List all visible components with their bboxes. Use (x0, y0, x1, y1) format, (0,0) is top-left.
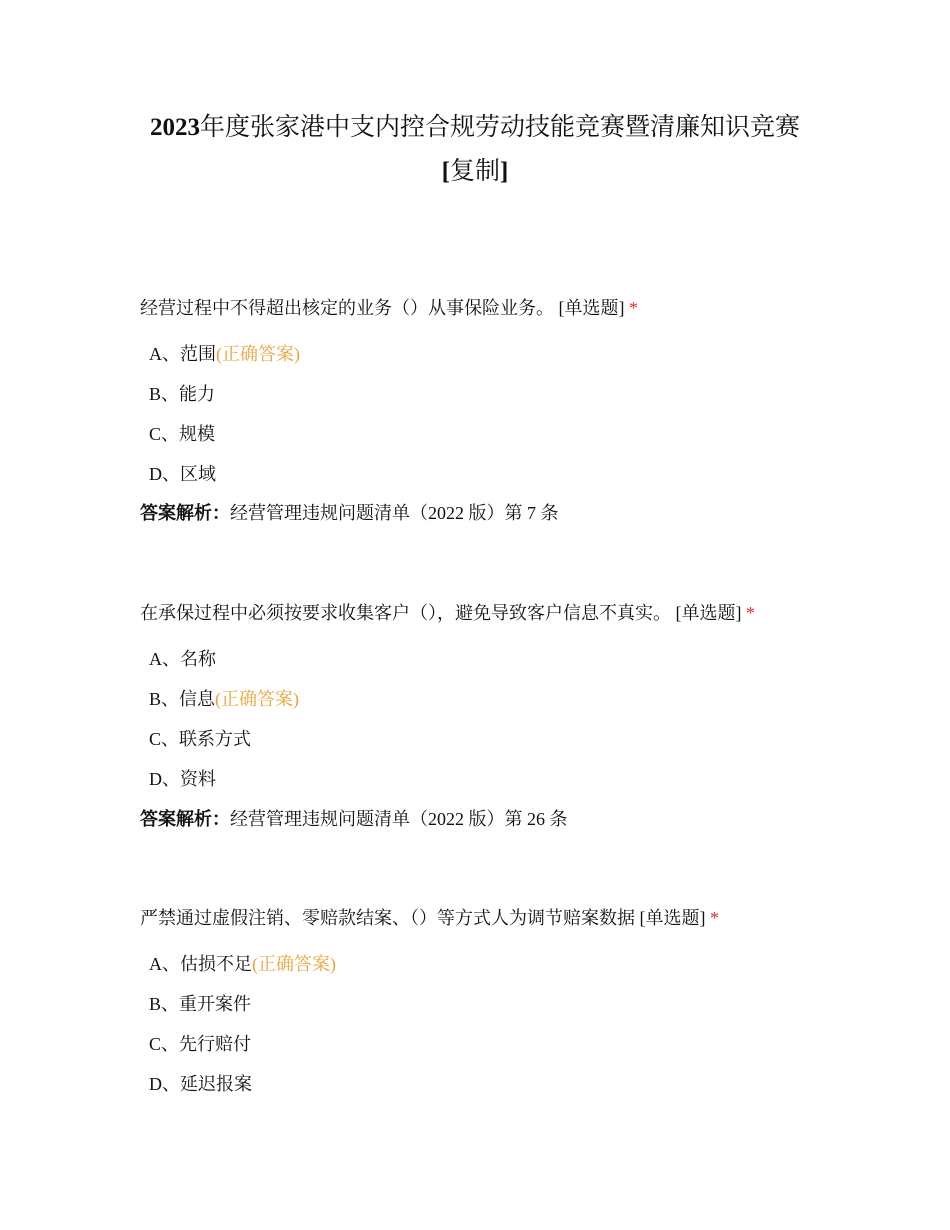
option-d[interactable]: D、资料 (149, 769, 216, 789)
title-line-1 (0, 106, 950, 150)
option-b[interactable]: B、信息(正确答案) (149, 689, 300, 709)
title-main: 年度张家港中支内控合规劳动技能竞赛暨清廉知识竞赛 (199, 114, 800, 141)
question-type: [单选题] (558, 298, 625, 318)
required-star: * (710, 908, 719, 928)
correct-answer-tag: (正确答案) (215, 689, 300, 709)
question-1 (140, 296, 840, 525)
option-c[interactable]: C、联系方式 (149, 729, 252, 749)
question-text: 严禁通过虚假注销、零赔款结案、（）等方式人为调节赔案数据 [单选题] * (140, 908, 719, 928)
option-d[interactable]: D、区域 (149, 464, 216, 484)
option-c[interactable]: C、规模 (149, 424, 216, 444)
answer-analysis: 答案解析：经营管理违规问题清单（2022 版）第 7 条 (140, 503, 559, 523)
page-title (0, 106, 950, 194)
option-d[interactable]: D、延迟报案 (149, 1074, 252, 1094)
required-star: * (746, 603, 755, 623)
correct-answer-tag: (正确答案) (216, 344, 300, 364)
title-copy-tag: 复制 (449, 158, 500, 185)
question-type: [单选题] (675, 603, 742, 623)
question-text: 经营过程中不得超出核定的业务（）从事保险业务。 [单选题] * (140, 298, 638, 318)
title-bracket-close: ] (500, 158, 509, 185)
option-b[interactable]: B、重开案件 (149, 994, 252, 1014)
question-2 (140, 601, 840, 831)
required-star: * (629, 298, 638, 318)
title-bracket-open: [ (441, 158, 450, 185)
option-a[interactable]: A、估损不足(正确答案) (149, 954, 336, 974)
question-text: 在承保过程中必须按要求收集客户（），避免导致客户信息不真实。 [单选题] * (140, 603, 755, 623)
title-year: 2023 (149, 114, 200, 141)
question-3 (140, 906, 840, 1096)
answer-analysis: 答案解析：经营管理违规问题清单（2022 版）第 26 条 (140, 809, 568, 829)
option-a[interactable]: A、名称 (149, 649, 216, 669)
title-line-2 (0, 150, 950, 194)
option-c[interactable]: C、先行赔付 (149, 1034, 252, 1054)
question-type: [单选题] (639, 908, 706, 928)
correct-answer-tag: (正确答案) (252, 954, 336, 974)
option-b[interactable]: B、能力 (149, 384, 216, 404)
option-a[interactable]: A、范围(正确答案) (149, 344, 300, 364)
